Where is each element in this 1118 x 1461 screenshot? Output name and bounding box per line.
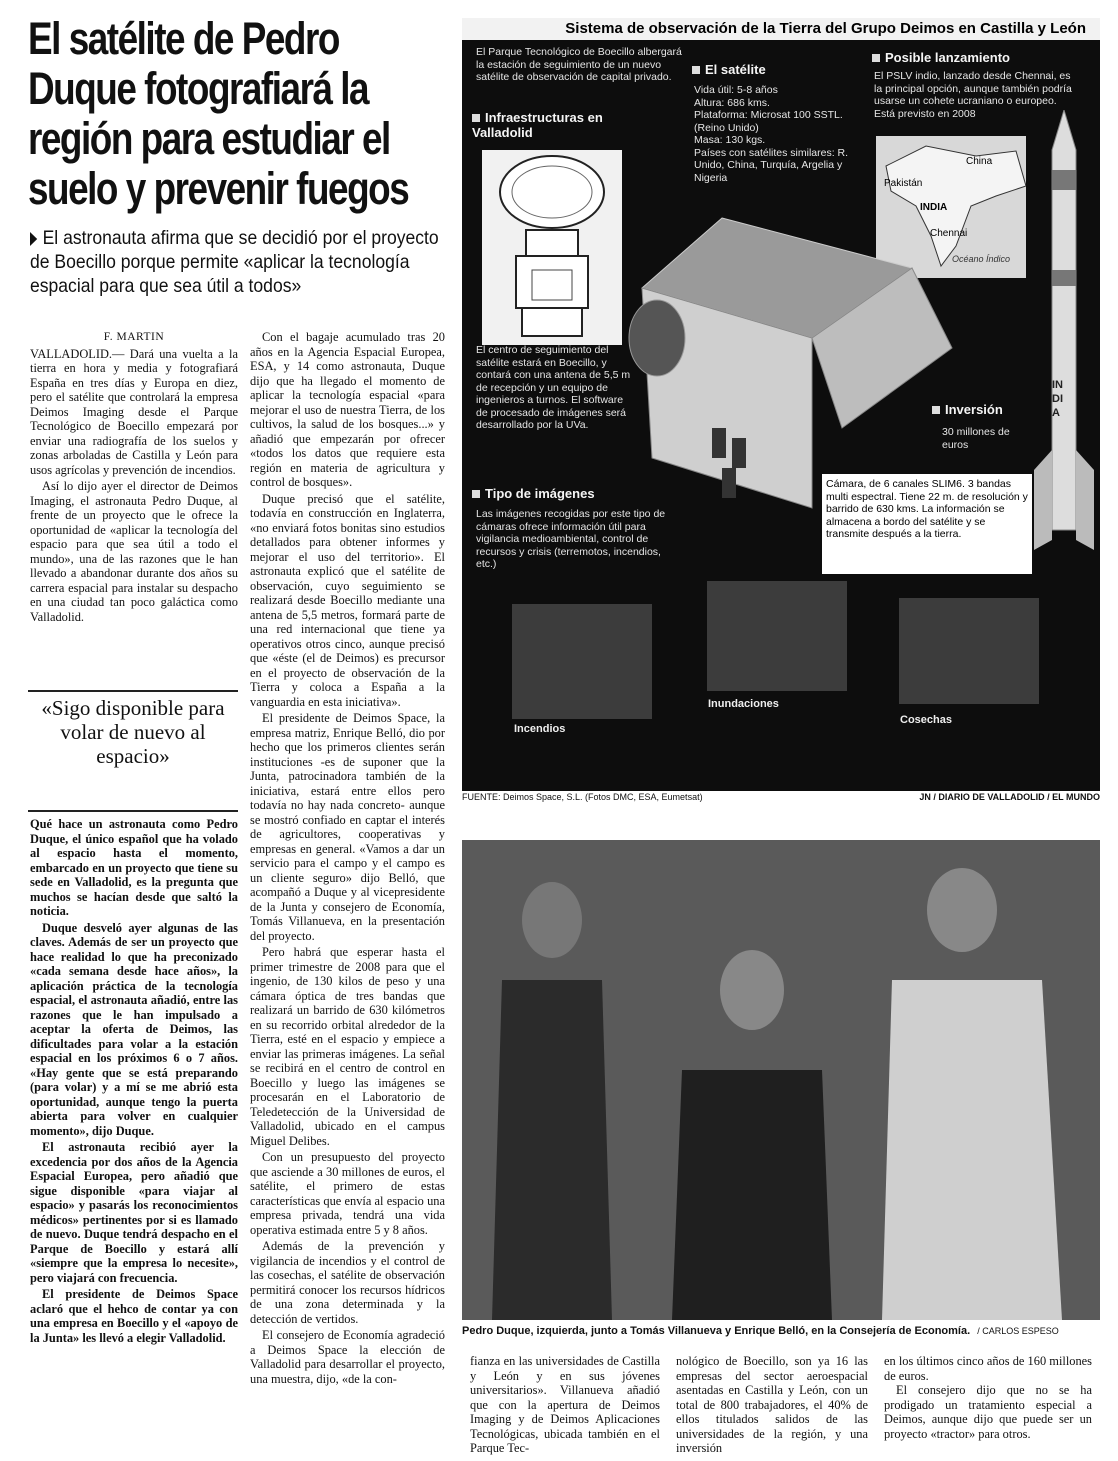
intro-text: El Parque Tecnológico de Boecillo albergará la estación de seguimiento de un nuevo satélite de observación de capital privado.: [476, 46, 682, 83]
photo-floods: [707, 581, 847, 691]
paragraph: El astronauta recibió ayer la excedencia por dos años de la Agencia Espacial Europea, pero añadió que sigue disponible «para viajar al espacio» y pasarás los reconocimientos médicos» pertinentes por si es llamado de nuevo. Duque tendrá despacho en el Parque de Boecillo y estará allí «siempre que la empresa lo necesite», pero viajará con frecuencia.: [30, 1140, 238, 1285]
bottom-column-2: nológico de Boecillo, son ya 16 las empresas del sector aeroespacial asentadas en Castilla y León, con un total de 800 trabajadores, el 40% de ellos titulados salidos de las universidades de la región, y una inversión: [676, 1354, 868, 1455]
center-text: El centro de seguimiento del satélite estará en Boecillo, y contará con una antena de 5,5 m de recepción y un equipo de ingenieros a turnos. El software de procesado de imágenes será desarrollado por la UVa.: [476, 344, 631, 431]
investment-amount: 30 millones de euros: [942, 426, 1010, 451]
photo-figures: [462, 840, 1100, 1320]
satellite-heading: El satélite: [692, 62, 766, 77]
paragraph: Así lo dijo ayer el director de Deimos Imaging, el astronauta Pedro Duque, al frente de un proyecto que le ofrece la oportunidad de «aplicar la tecnología del espacio para que sea útil a todo el mundo», una de las razones que le han llevado a abandonar durante dos años su carrera espacial para instalar su despacho en una ciudad tan poco galáctica como Valladolid.: [30, 479, 238, 624]
satellite-specs: [694, 84, 859, 184]
paragraph: VALLADOLID.— Dará una vuelta a la tierra en hora y media y fotografiará España en tres días y Europa en diez, pero el satélite que controlará la empresa Deimos Imaging desde el Parque Tecnológico de Boecillo empezará por enviar una radiografía de los suelos y zonas arboladas de Castilla y León para usos agrícolas y prevención de incendios.: [30, 346, 238, 477]
rocket-illustration: [1034, 110, 1094, 630]
map-label-india: INDIA: [920, 202, 948, 213]
spec-item: Altura: 686 kms.: [694, 96, 770, 109]
pull-quote: «Sigo disponible para volar de nuevo al espacio»: [28, 690, 238, 768]
paragraph: El consejero de Economía agradeció a Deimos Space la elección de Valladolid para desarrollar el proyecto, una muestra, dijo, «de la con-: [250, 1328, 445, 1386]
headline: El satélite de Pedro Duque fotografiará la región para estudiar el suelo y prevenir fuegos: [28, 13, 409, 214]
images-text: Las imágenes recogidas por este tipo de cámaras ofrece información útil para vigilancia medioambiental, control de recursos y crisis (terremotos, incendios, etc.): [476, 508, 666, 570]
paragraph: en los últimos cinco años de 160 millones de euros.: [884, 1354, 1092, 1383]
images-heading: Tipo de imágenes: [472, 486, 595, 501]
map-label-china: China: [966, 156, 993, 167]
triangle-bullet-icon: [30, 232, 37, 246]
spec-item: Masa: 130 kgs.: [694, 134, 766, 146]
photo-label-fires: Incendios: [514, 723, 566, 735]
caption-credit: / CARLOS ESPESO: [977, 1326, 1059, 1336]
launch-text: El PSLV indio, lanzado desde Chennai, es la principal opción, aunque también podría usarse un cohete ucraniano o europeo. Está previsto en 2008: [874, 70, 1072, 120]
investment-heading: Inversión: [932, 402, 1003, 417]
photo-label-crops: Cosechas: [900, 714, 952, 726]
article-column-1: [30, 330, 238, 624]
launch-heading: Posible lanzamiento: [872, 50, 1010, 65]
square-bullet-icon: [692, 66, 700, 74]
spec-item: Vida útil: 5-8 años: [694, 84, 778, 96]
infra-heading: Infraestructuras en Valladolid: [472, 110, 603, 140]
paragraph: Además de la prevención y vigilancia de incendios y el control de las cosechas, el satélite de observación permitirá conocer los recursos hídricos de una zona determinada y la detección de vertidos.: [250, 1239, 445, 1326]
map-label-pakistan: Pakistán: [884, 178, 923, 189]
camera-box: Cámara, de 6 canales SLIM6. 3 bandas multi espectral. Tiene 22 m. de resolución y barrido de 630 kms. La información se almacena a bordo del satélite y se transmite después a la tierra.: [822, 474, 1032, 574]
paragraph: El presidente de Deimos Space aclaró que el hehco de contar ya con una empresa en Boecillo y el «apoyo de la Junta» les llevó a elegir Valladolid.: [30, 1287, 238, 1345]
photo-label-floods: Inundaciones: [708, 698, 779, 710]
paragraph: Pero habrá que esperar hasta el primer trimestre de 2008 para que el ingenio, de 130 kilos de peso y una cámara óptica de tres bandas que realizará un barrido de 630 kilómetros en su recorrido orbital alrededor de la Tierra, esté en el espacio y empiece a enviar las primeras imágenes. La señal se recibirá en el centro de control en Boecillo y luego las imágenes se procesarán en el Laboratorio de Teledetección de la Universidad de Valladolid, ubicado en el campus Miguel Delibes.: [250, 945, 445, 1148]
paragraph: Qué hace un astronauta como Pedro Duque, el único español que ha volado al espacio hasta el momento, embarcado en un proyecto que tiene su sede en Valladolid, es la pregunta que muchos se hacían desde que saltó la noticia.: [30, 817, 238, 918]
infographic: [462, 18, 1100, 791]
photo-caption: [462, 1325, 1102, 1337]
square-bullet-icon: [932, 406, 940, 414]
byline: F. MARTIN: [103, 331, 165, 343]
source-right: JN / DIARIO DE VALLADOLID / EL MUNDO: [919, 792, 1100, 802]
map-label-chennai: Chennai: [930, 228, 968, 239]
paragraph: Duque precisó que el satélite, todavía en construcción en Inglaterra, «no enviará fotos bonitas sino estudios detallados para obtener informes y mejorar el uso del territorio». El astronauta explicó que el satélite de observación, cuyo seguimiento se realizará desde Boecillo mediante una antena de 5,5 metros, formará parte de una red internacional que tiene ya operativos otros cinco, aunque precisó que «éste (el de Deimos) es precursor en el proyecto de observación de la Tierra y coloca a España a la vanguardia en esta iniciativa».: [250, 491, 445, 709]
sidebar-column: [30, 817, 238, 1345]
photo-fires: [512, 604, 652, 719]
spec-item: Países con satélites similares: R. Unido, China, Turquía, Argelia y Nigeria: [694, 146, 849, 184]
paragraph: Duque desveló ayer algunas de las claves. Además de ser un proyecto que hace realidad lo que ha preconizado «cada semana desde hace años», la aplicación práctica de la tecnología espacial, el astronauta añadió, entre las razones que le han impulsado a aceptar la oferta de Deimos, las dificultades para volar a la estación espacial en los próximos 6 o 7 años. «Hay gente que se está preparando (para volar) y a mí se me abrió esta oportunidad, aunque tengo la puerta abierta para volver en cualquier momento», dijo Duque.: [30, 920, 238, 1138]
square-bullet-icon: [472, 114, 480, 122]
photo-crops: [899, 598, 1039, 704]
article-column-2: [250, 330, 445, 1386]
map-label-ocean: Océano Índico: [952, 254, 1011, 264]
bottom-column-1: fianza en las universidades de Castilla y León y en sus jóvenes universitarios». Villanueva añadió que con la apertura de Deimos Imaging y de Deimos Aplicaciones Tecnológicas, ubicada también en el Parque Tec-: [470, 1354, 660, 1455]
square-bullet-icon: [472, 490, 480, 498]
square-bullet-icon: [872, 54, 880, 62]
paragraph: Con un presupuesto del proyecto que asciende a 30 millones de euros, el satélite, el primero de estas características que envía al espacio una empresa privada, tendrá una vida operativa estimada entre 5 y 8 años.: [250, 1150, 445, 1237]
news-photo: [462, 840, 1100, 1320]
paragraph: El consejero dijo que no se ha prodigado un tratamiento especial a Deimos, aunque dijo que puede ser un proyecto «tractor» para otros.: [884, 1383, 1092, 1441]
rocket-label: INDIA: [1052, 379, 1063, 419]
bottom-column-3: [884, 1354, 1092, 1441]
infographic-title: Sistema de observación de la Tierra del Grupo Deimos en Castilla y León: [462, 18, 1100, 40]
paragraph: Con el bagaje acumulado tras 20 años en la Agencia Espacial Europea, ESA, y 14 como astronauta, Duque dijo que ha llegado el momento de aplicar la tecnología espacial «para mejorar el uso de nuestra Tierra, de los cultivos, la salud de los bosques...» y añadió que empezarán por ofrecer «todos los datos que requiere esta región en materia de agricultura y control de bosques».: [250, 330, 445, 489]
subheadline: [30, 226, 449, 298]
source-row: [462, 792, 1100, 806]
divider: [28, 810, 238, 812]
subheadline-text: El astronauta afirma que se decidió por el proyecto de Boecillo porque permite «aplicar la tecnología espacial para que sea útil a todos»: [30, 227, 439, 297]
paragraph: El presidente de Deimos Space, la empresa matriz, Enrique Belló, dio por hecho que los primeros clientes serán instituciones -es de suponer que la Junta, patrocinadora también de la iniciativa, estará entre ellos pero todavía no hay nada concreto- aunque se mostró confiado en captar el interés de agricultores, cooperativas y empresas en general. «Vamos a dar un servicio para el campo y el campo es un cliente seguro» dijo Belló, que acompañó a Duque y al vicepresidente de la Junta y consejero de Economía, Tomás Villanueva, en la presentación del proyecto.: [250, 711, 445, 943]
caption-text: Pedro Duque, izquierda, junto a Tomás Villanueva y Enrique Belló, en la Consejería de Economía.: [462, 1325, 971, 1337]
antenna-illustration: [482, 150, 622, 345]
spec-item: Plataforma: Microsat 100 SSTL. (Reino Unido): [694, 109, 843, 134]
source-left: FUENTE: Deimos Space, S.L. (Fotos DMC, ESA, Eumetsat): [462, 792, 703, 802]
